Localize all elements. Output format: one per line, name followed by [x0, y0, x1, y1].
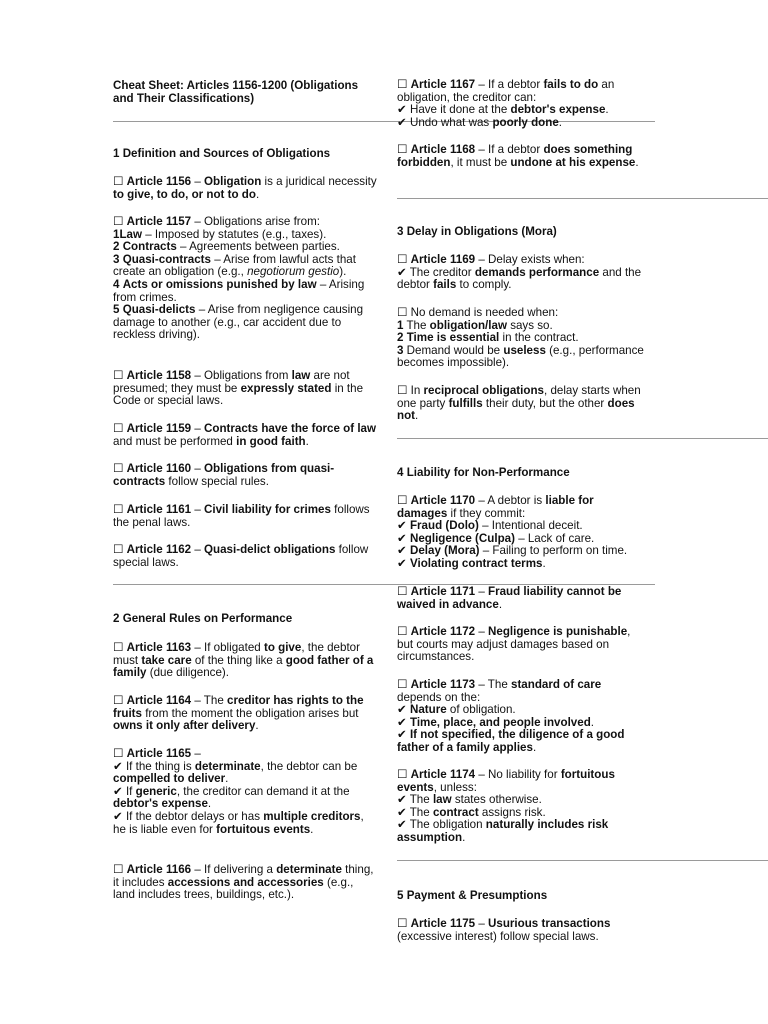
checkbox-icon: ☐ [113, 543, 124, 556]
check-icon: ✔ [113, 784, 123, 798]
article-1171: ☐ Article 1171 – Fraud liability cannot be waived in advance. [397, 585, 622, 611]
right-column [397, 0, 647, 1024]
checkbox-icon: ☐ [113, 641, 124, 654]
article-1172: ☐ Article 1172 – Negligence is punishable, but courts may adjust damages based on circumstances. [397, 625, 631, 664]
checkbox-icon: ☐ [113, 422, 124, 435]
article-1160: ☐ Article 1160 – Obligations from quasi-contracts follow special rules. [113, 462, 335, 488]
checkbox-icon: ☐ [113, 863, 124, 876]
checkbox-icon: ☐ [397, 625, 408, 638]
article-1161: ☐ Article 1161 – Civil liability for crimes follows the penal laws. [113, 503, 370, 529]
no-demand-list: ☐ No demand is needed when: 1 The obligation/law says so. 2 Time is essential in the contract. 3 Demand would be useless (e.g., performance becomes impossible). [397, 306, 644, 370]
article-1169: ☐ Article 1169 – Delay exists when: ✔ The creditor demands performance and the debtor fails to comply. [397, 253, 642, 292]
article-1174: ☐ Article 1174 – No liability for fortuitous events, unless: ✔ The law states otherwise. ✔ The contract assigns risk. ✔ The obligation naturally includes risk assumption. [397, 768, 615, 844]
section-heading-2: 2 General Rules on Performance [113, 612, 293, 625]
check-icon: ✔ [397, 556, 407, 570]
checkbox-icon: ☐ [113, 215, 124, 228]
checkbox-icon: ☐ [113, 747, 124, 760]
checkbox-icon: ☐ [397, 494, 408, 507]
check-icon: ✔ [397, 715, 407, 729]
check-icon: ✔ [397, 544, 407, 558]
checkbox-icon: ☐ [397, 78, 408, 91]
article-1163: ☐ Article 1163 – If obligated to give, the debtor must take care of the thing like a good father of a family (due diligence). [113, 641, 374, 680]
check-icon: ✔ [397, 115, 407, 129]
checkbox-icon: ☐ [113, 175, 124, 188]
page-title: Cheat Sheet: Articles 1156-1200 (Obligations and Their Classifications) [113, 79, 359, 106]
checkbox-icon: ☐ [113, 462, 124, 475]
reciprocal-obligations: ☐ In reciprocal obligations, delay starts when one party fulfills their duty, but the other does not. [397, 384, 641, 423]
left-column [113, 0, 377, 1024]
checkbox-icon: ☐ [113, 503, 124, 516]
checkbox-icon: ☐ [397, 585, 408, 598]
check-icon: ✔ [397, 703, 407, 717]
check-icon: ✔ [397, 793, 407, 807]
section-heading-4: 4 Liability for Non-Performance [397, 466, 570, 479]
check-icon: ✔ [397, 805, 407, 819]
check-icon: ✔ [397, 728, 407, 742]
check-icon: ✔ [113, 809, 123, 823]
article-1162: ☐ Article 1162 – Quasi-delict obligations follow special laws. [113, 543, 369, 569]
check-icon: ✔ [397, 103, 407, 117]
article-1168: ☐ Article 1168 – If a debtor does something forbidden, it must be undone at his expense. [397, 143, 639, 169]
checkbox-icon: ☐ [113, 369, 124, 382]
checkbox-icon: ☐ [397, 384, 408, 397]
article-1156: ☐ Article 1156 – Obligation is a juridical necessity to give, to do, or not to do. [113, 175, 377, 201]
article-1157: ☐ Article 1157 – Obligations arise from: 1Law – Imposed by statutes (e.g., taxes). 2 Contracts – Agreements between parties. 3 Quasi-contracts – Arise from lawful acts that create an obligation (e.g., negotiorum gestio). 4 Acts or omissions punished by law – Arising from crimes. 5 Quasi-delicts – Arise from negligence causing damage to another (e.g., car accident due to reckless driving). [113, 215, 365, 342]
article-1167: ☐ Article 1167 – If a debtor fails to do an obligation, the creditor can: ✔ Have it done at the debtor's expense. ✔ Undo what was poorly done. [397, 78, 615, 129]
checkbox-icon: ☐ [397, 253, 408, 266]
article-1165: ☐ Article 1165 – ✔ If the thing is determinate, the debtor can be compelled to deliver. ✔ If generic, the creditor can demand it at the debtor's expense. ✔ If the debtor delays or has multiple creditors, he is liable even for fortuitous events. [113, 747, 364, 836]
check-icon: ✔ [113, 759, 123, 773]
check-icon: ✔ [397, 519, 407, 533]
check-icon: ✔ [397, 531, 407, 545]
section-heading-1: 1 Definition and Sources of Obligations [113, 147, 331, 160]
article-1175: ☐ Article 1175 – Usurious transactions (excessive interest) follow special laws. [397, 917, 611, 943]
checkbox-icon: ☐ [397, 306, 408, 319]
section-heading-3: 3 Delay in Obligations (Mora) [397, 225, 557, 238]
section-heading-5: 5 Payment & Presumptions [397, 889, 548, 902]
article-1166: ☐ Article 1166 – If delivering a determinate thing, it includes accessions and accessories (e.g., land includes trees, buildings, etc.). [113, 863, 374, 902]
article-1159: ☐ Article 1159 – Contracts have the force of law and must be performed in good faith. [113, 422, 377, 448]
checkbox-icon: ☐ [397, 678, 408, 691]
checkbox-icon: ☐ [397, 143, 408, 156]
article-1173: ☐ Article 1173 – The standard of care depends on the: ✔ Nature of obligation. ✔ Time, place, and people involved. ✔ If not specified, the diligence of a good father of a family applies. [397, 678, 625, 754]
article-1170: ☐ Article 1170 – A debtor is liable for damages if they commit: ✔ Fraud (Dolo) – Intentional deceit. ✔ Negligence (Culpa) – Lack of care. ✔ Delay (Mora) – Failing to perform on time. ✔ Violating contract terms. [397, 494, 628, 570]
check-icon: ✔ [397, 265, 407, 279]
checkbox-icon: ☐ [397, 917, 408, 930]
checkbox-icon: ☐ [113, 694, 124, 707]
article-1158: ☐ Article 1158 – Obligations from law are not presumed; they must be expressly stated in the Code or special laws. [113, 369, 364, 408]
article-1164: ☐ Article 1164 – The creditor has rights to the fruits from the moment the obligation arises but owns it only after delivery. [113, 694, 364, 733]
checkbox-icon: ☐ [397, 768, 408, 781]
check-icon: ✔ [397, 818, 407, 832]
